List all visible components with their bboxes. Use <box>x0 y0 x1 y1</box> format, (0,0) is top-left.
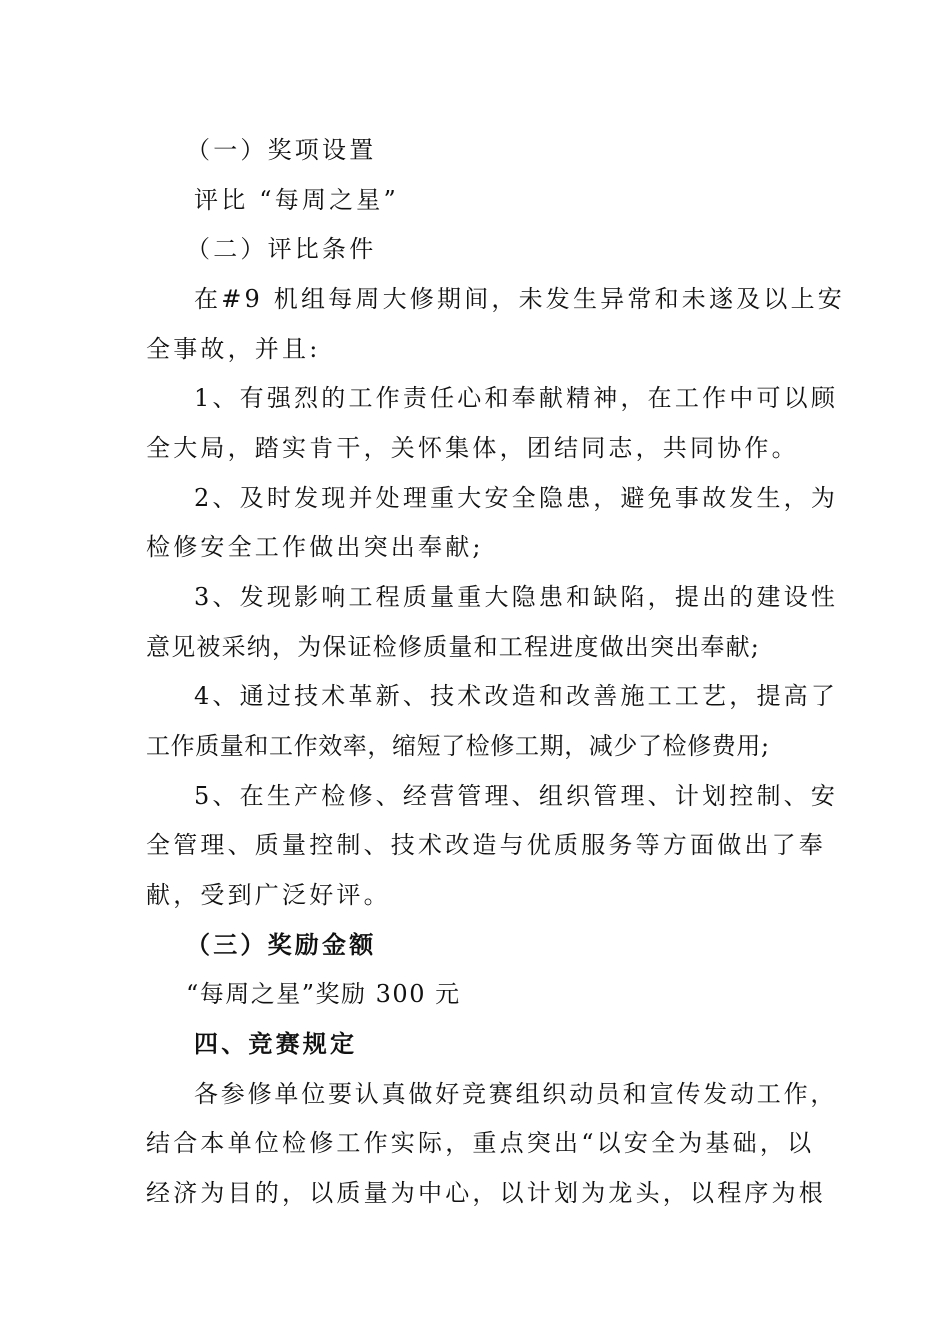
list-item-2: 2、及时发现并处理重大安全隐患，避免事故发生，为 <box>194 484 839 512</box>
list-item-5: 5、在生产检修、经营管理、组织管理、计划控制、安 <box>194 782 839 810</box>
paragraph-rules-cont: 结合本单位检修工作实际，重点突出“以安全为基础，以 <box>146 1129 815 1157</box>
paragraph-criteria-intro: 在#9 机组每周大修期间，未发生异常和未遂及以上安 <box>194 285 846 313</box>
section-heading-criteria: （二）评比条件 <box>186 235 377 263</box>
paragraph-rules: 各参修单位要认真做好竞赛组织动员和宣传发动工作， <box>194 1080 838 1108</box>
paragraph-criteria-intro-cont: 全事故，并且: <box>146 335 321 363</box>
list-item-1: 1、有强烈的工作责任心和奉献精神，在工作中可以顾 <box>194 384 839 412</box>
list-item-3-cont: 意见被采纳，为保证检修质量和工程进度做出突出奉献; <box>146 633 761 661</box>
section-heading-reward-amount: （三）奖励金额 <box>186 930 377 959</box>
list-item-4: 4、通过技术革新、技术改造和改善施工工艺，提高了 <box>194 682 839 710</box>
section-heading-award-setting: （一）奖项设置 <box>186 136 377 164</box>
list-item-2-cont: 检修安全工作做出突出奉献; <box>146 533 484 561</box>
paragraph-rules-cont-2: 经济为目的，以质量为中心，以计划为龙头，以程序为根 <box>146 1179 826 1207</box>
list-item-4-cont: 工作质量和工作效率，缩短了检修工期，减少了检修费用; <box>146 732 770 760</box>
paragraph-reward-amount: “每周之星”奖励 300 元 <box>186 980 461 1008</box>
paragraph-award-name: 评比 “每周之星” <box>194 186 399 214</box>
section-heading-competition-rules: 四、竞赛规定 <box>194 1029 358 1058</box>
list-item-3: 3、发现影响工程质量重大隐患和缺陷，提出的建设性 <box>194 583 839 611</box>
list-item-5-cont: 全管理、质量控制、技术改造与优质服务等方面做出了奉 <box>146 831 826 859</box>
list-item-1-cont: 全大局，踏实肯干，关怀集体，团结同志，共同协作。 <box>146 434 799 462</box>
list-item-5-cont-2: 献，受到广泛好评。 <box>146 881 391 909</box>
